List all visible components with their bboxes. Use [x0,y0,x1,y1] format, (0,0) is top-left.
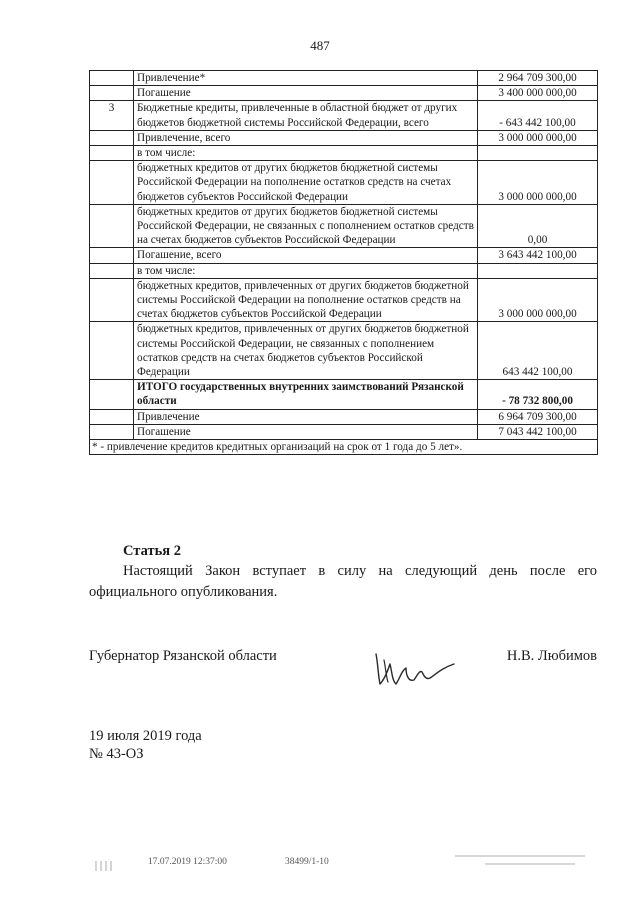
row-amount: 3 000 000 000,00 [478,278,598,322]
row-amount: 6 964 709 300,00 [478,409,598,424]
row-number [90,71,134,86]
article-text: Настоящий Закон вступает в силу на следующий день после его официального опубликования. [89,563,597,600]
row-number [90,322,134,380]
row-amount [478,146,598,161]
row-amount: 3 000 000 000,00 [478,130,598,145]
table-row [90,130,598,145]
table-body [90,71,598,440]
row-amount: 643 442 100,00 [478,322,598,380]
row-number [90,86,134,101]
row-amount: 7 043 442 100,00 [478,424,598,439]
table-footnote: * - привлечение кредитов кредитных организаций на срок от 1 года до 5 лет». [90,440,598,455]
governor-name: Н.В. Любимов [506,648,597,664]
row-description: Бюджетные кредиты, привлеченные в областной бюджет от других бюджетов бюджетной системы Российской Федерации, всего [134,101,478,130]
table-row [90,71,598,86]
row-number [90,248,134,263]
table-row [90,146,598,161]
table-row [90,86,598,101]
row-amount: - 78 732 800,00 [478,380,598,409]
row-description: ИТОГО государственных внутренних заимствований Рязанской области [134,380,478,409]
row-description: в том числе: [134,146,478,161]
row-description: в том числе: [134,263,478,278]
row-number [90,161,134,205]
row-number [90,380,134,409]
article-title: Статья 2 [123,543,181,559]
footer-doc-id: 38499/1-10 [285,857,329,867]
row-number [90,146,134,161]
row-amount: 3 400 000 000,00 [478,86,598,101]
row-description: Привлечение [134,409,478,424]
table-row [90,424,598,439]
row-number [90,263,134,278]
table-row [90,409,598,424]
table-row [90,263,598,278]
footer-timestamp: 17.07.2019 12:37:00 [148,857,227,867]
row-description: бюджетных кредитов, привлеченных от других бюджетов бюджетной системы Российской Федерации, не связанных с пополнением остатков средств на счетах бюджетов субъектов Российской Федерации [134,322,478,380]
row-number [90,409,134,424]
governor-title: Губернатор Рязанской области [89,648,277,664]
table-row [90,380,598,409]
law-date: 19 июля 2019 года [89,728,202,744]
table-row [90,248,598,263]
row-description: Погашение [134,424,478,439]
row-description: бюджетных кредитов от других бюджетов бюджетной системы Российской Федерации на пополнение остатков средств на счетах бюджетов субъектов Российской Федерации [134,161,478,205]
row-number [90,278,134,322]
footer-barcode-mark [95,858,123,868]
row-amount [478,263,598,278]
footnote-row [90,440,598,455]
row-description: Привлечение* [134,71,478,86]
handwritten-signature [370,640,460,692]
row-number [90,424,134,439]
table-row [90,161,598,205]
borrowings-table [89,70,598,455]
row-description: бюджетных кредитов, привлеченных от других бюджетов бюджетной системы Российской Федерации на пополнение остатков средств на счетах бюджетов субъектов Российской Федерации [134,278,478,322]
row-number: 3 [90,101,134,130]
table-row [90,322,598,380]
row-description: бюджетных кредитов от других бюджетов бюджетной системы Российской Федерации, не связанных с пополнением остатков средств на счетах бюджетов субъектов Российской Федерации [134,204,478,248]
footer-faint-stamp [455,855,585,877]
row-amount: - 643 442 100,00 [478,101,598,130]
law-date-block [89,727,202,763]
table-row [90,101,598,130]
row-number [90,130,134,145]
row-amount: 3 000 000 000,00 [478,161,598,205]
law-number: № 43-ОЗ [89,746,144,762]
row-description: Погашение [134,86,478,101]
row-description: Привлечение, всего [134,130,478,145]
row-number [90,204,134,248]
row-amount: 2 964 709 300,00 [478,71,598,86]
table-row [90,278,598,322]
page-number: 487 [310,38,330,53]
row-amount: 0,00 [478,204,598,248]
row-amount: 3 643 442 100,00 [478,248,598,263]
table-row [90,204,598,248]
row-description: Погашение, всего [134,248,478,263]
